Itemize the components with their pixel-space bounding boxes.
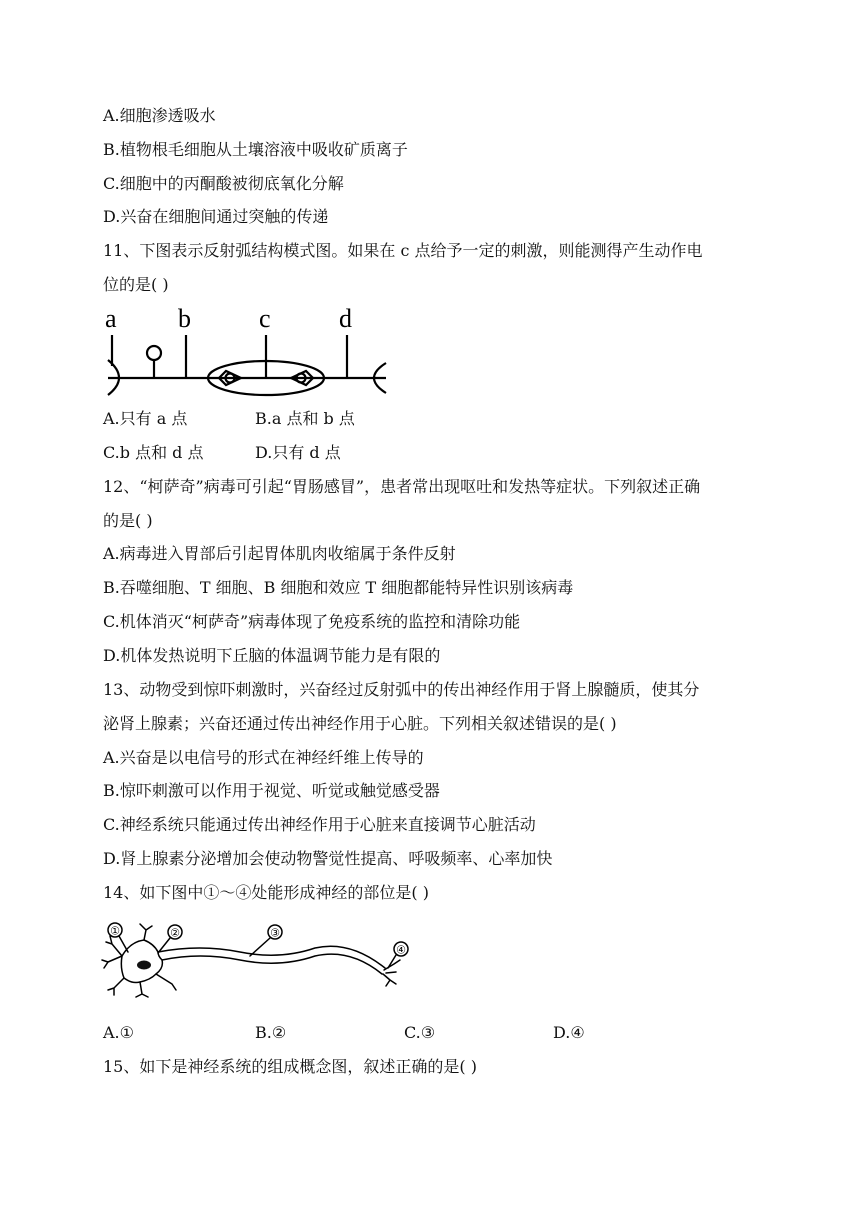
q12-option-b: B.吞噬细胞、T 细胞、B 细胞和效应 T 细胞都能特异性识别该病毒: [103, 578, 574, 597]
q13-stem-line1: 13、动物受到惊吓刺激时，兴奋经过反射弧中的传出神经作用于肾上腺髓质，使其分: [103, 680, 700, 699]
q11-option-b: B.a 点和 b 点: [255, 409, 355, 428]
q13-option-d: D.肾上腺素分泌增加会使动物警觉性提高、呼吸频率、心率加快: [103, 849, 553, 868]
q12-stem-line1: 12、“柯萨奇”病毒可引起“胃肠感冒”，患者常出现呕吐和发热等症状。下列叙述正确: [103, 477, 701, 496]
neuron-label-4: ④: [396, 944, 406, 957]
q14-option-c: C.③: [404, 1023, 436, 1042]
q12-option-d: D.机体发热说明下丘脑的体温调节能力是有限的: [103, 646, 441, 665]
q11-option-d: D.只有 d 点: [255, 443, 341, 462]
q11-option-a: A.只有 a 点: [103, 409, 188, 428]
q12-stem-line2: 的是( ): [103, 511, 153, 530]
q13-option-c: C.神经系统只能通过传出神经作用于心脏来直接调节心脏活动: [103, 815, 536, 834]
neuron-label-2: ②: [170, 927, 180, 940]
neuron-label-1: ①: [110, 925, 120, 938]
q14-stem: 14、如下图中①～④处能形成神经的部位是( ): [103, 883, 429, 902]
q12-option-a: A.病毒进入胃部后引起胃体肌肉收缩属于条件反射: [103, 544, 456, 563]
q15-stem: 15、如下是神经系统的组成概念图，叙述正确的是( ): [103, 1057, 477, 1076]
figure-label-d: d: [339, 305, 352, 333]
q11-stem-line1: 11、下图表示反射弧结构模式图。如果在 c 点给予一定的刺激，则能测得产生动作电: [103, 241, 703, 260]
q10-option-c: C.细胞中的丙酮酸被彻底氧化分解: [103, 174, 344, 193]
figure-label-c: c: [259, 305, 271, 333]
q12-option-c: C.机体消灭“柯萨奇”病毒体现了免疫系统的监控和清除功能: [103, 612, 521, 631]
q14-option-d: D.④: [553, 1023, 585, 1042]
q14-option-a: A.①: [103, 1023, 134, 1042]
q13-option-a: A.兴奋是以电信号的形式在神经纤维上传导的: [103, 748, 424, 767]
q13-option-b: B.惊吓刺激可以作用于视觉、听觉或触觉感受器: [103, 781, 440, 800]
reflex-arc-figure: [100, 305, 400, 400]
neuron-label-3: ③: [270, 927, 280, 940]
figure-label-b: b: [178, 305, 191, 333]
q13-stem-line2: 泌肾上腺素；兴奋还通过传出神经作用于心脏。下列相关叙述错误的是( ): [103, 714, 617, 733]
q11-stem-line2: 位的是( ): [103, 275, 169, 294]
neuron-figure: [100, 918, 420, 998]
q11-option-c: C.b 点和 d 点: [103, 443, 204, 462]
q10-option-a: A.细胞渗透吸水: [103, 106, 216, 125]
q14-option-b: B.②: [255, 1023, 287, 1042]
q10-option-b: B.植物根毛细胞从土壤溶液中吸收矿质离子: [103, 140, 408, 159]
q10-option-d: D.兴奋在细胞间通过突触的传递: [103, 207, 329, 226]
figure-label-a: a: [105, 305, 117, 333]
